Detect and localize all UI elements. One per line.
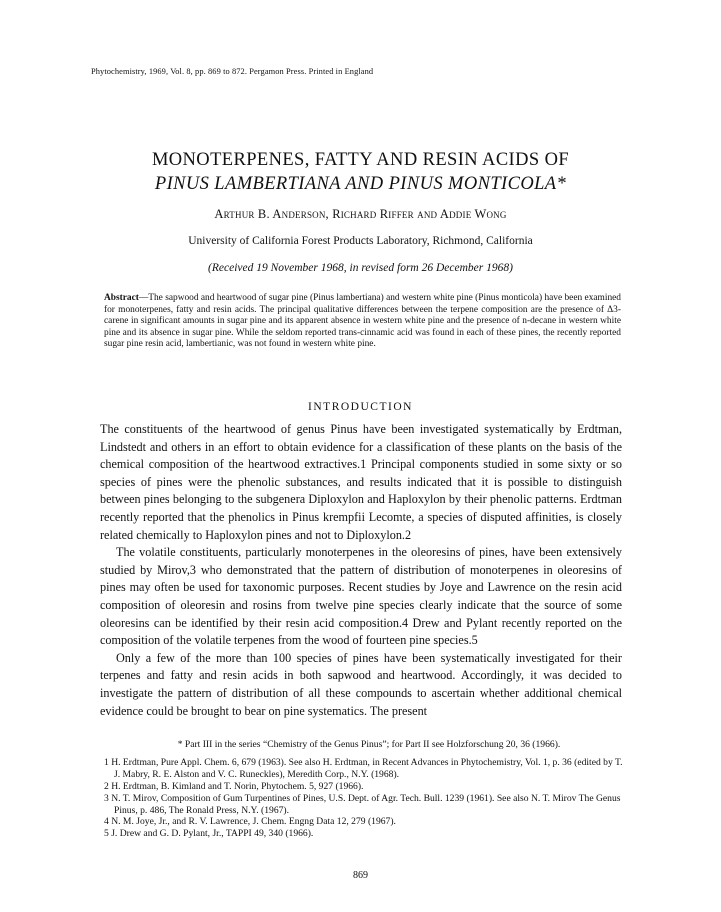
revised-date: in revised form 26 December 1968) bbox=[346, 262, 513, 274]
abstract-label: Abstract bbox=[104, 293, 139, 303]
received-date: (Received 19 November 1968, bbox=[208, 262, 347, 274]
footnote: 4 N. M. Joye, Jr., and R. V. Lawrence, J. Chem. Engng Data 12, 279 (1967). bbox=[104, 816, 396, 828]
paragraph: The constituents of the heartwood of genus Pinus have been investigated systematically by Erdtman, Lindstedt and others in an effort to obtain evidence for a classification of these plants on the basis of the chemical composition of the heartwood extractives.1 Principal components studied in some sixty or so species of pines were the phenolic substances, and results indicated that it is possible to distinguish between pines belonging to the subgenera Diploxylon and Haploxylon by their phenolic patterns. Erdtman recently reported that the phenolics in Pinus krempfii Lecomte, a species of disputed affinities, is closely related chemically to Haploxylon pines and not to Diploxylon.2 bbox=[100, 422, 622, 542]
paragraph: The volatile constituents, particularly monoterpenes in the oleoresins of pines, have been extensively studied by Mirov,3 who demonstrated that the pattern of distribution of monoterpenes in oleoresins of pines may often be used for taxonomic purposes. Recent studies by Joye and Lawrence on the resin acid composition of oleoresin and rosins from twelve pine species clearly indicate that the source of some oleoresins can be identified by their resin acid composition.4 Drew and Pylant recently reported on the composition of the volatile terpenes from the wood of fourteen pine species.5 bbox=[100, 545, 622, 648]
page-number: 869 bbox=[353, 870, 368, 881]
footnote: 1 H. Erdtman, Pure Appl. Chem. 6, 679 (1963). See also H. Erdtman, in Recent Advances in Phytochemistry, Vol. 1, p. 36 (edited by T. J. Mabry, R. E. Alston and V. C. Runeckles), Meredith Corp., N.Y. (1968). bbox=[104, 756, 623, 780]
footnotes bbox=[104, 739, 624, 840]
affiliation: University of California Forest Products Laboratory, Richmond, California bbox=[188, 235, 533, 247]
footnote: 5 J. Drew and G. D. Pylant, Jr., TAPPI 49, 340 (1966). bbox=[104, 828, 314, 840]
title-line-2: PINUS LAMBERTIANA AND PINUS MONTICOLA* bbox=[154, 174, 567, 194]
authors: Arthur B. Anderson, Richard Riffer and Addie Wong bbox=[214, 207, 507, 221]
paragraph: Only a few of the more than 100 species of pines have been systematically investigated for their terpenes and fatty and resin acids in both sapwood and heartwood. Accordingly, it was decided to investigate the pattern of distribution of all these compounds to ascertain whether additional chemical evidence could be brought to bear on pine systematics. The present bbox=[100, 650, 622, 718]
abstract-text: —The sapwood and heartwood of sugar pine (Pinus lambertiana) and western white pine (Pinus monticola) have been examined for monoterpenes, fatty and resin acids. The principal qualitative differences between the terpene composition are the presence of Δ3-carene in significant amounts in sugar pine and its apparent absence in western white pine and the presence of n-decane in western white pine and its absence in sugar pine. While the seldom reported trans-cinnamic acid was found in each of these pines, the recently reported sugar pine resin acid, lambertianic, was not found in western white pine. bbox=[104, 293, 621, 350]
title-line-1: MONOTERPENES, FATTY AND RESIN ACIDS OF bbox=[151, 150, 570, 170]
footnote-star: * Part III in the series “Chemistry of the Genus Pinus”; for Part II see Holzforschung 20, 36 (1966). bbox=[177, 739, 561, 750]
footnote: 2 H. Erdtman, B. Kimland and T. Norin, Phytochem. 5, 927 (1966). bbox=[104, 780, 364, 792]
section-heading: INTRODUCTION bbox=[308, 401, 413, 413]
running-head: Phytochemistry, 1969, Vol. 8, pp. 869 to 872. Pergamon Press. Printed in England bbox=[91, 67, 374, 76]
received-dates bbox=[70, 262, 651, 274]
footnote: 3 N. T. Mirov, Composition of Gum Turpentines of Pines, U.S. Dept. of Agr. Tech. Bull. 1239 (1961). See also N. T. Mirov The Genus Pinus, p. 486, The Ronald Press, N.Y. (1967). bbox=[104, 792, 621, 816]
abstract bbox=[104, 293, 621, 351]
paper-title bbox=[70, 148, 651, 196]
body-text bbox=[100, 421, 622, 720]
